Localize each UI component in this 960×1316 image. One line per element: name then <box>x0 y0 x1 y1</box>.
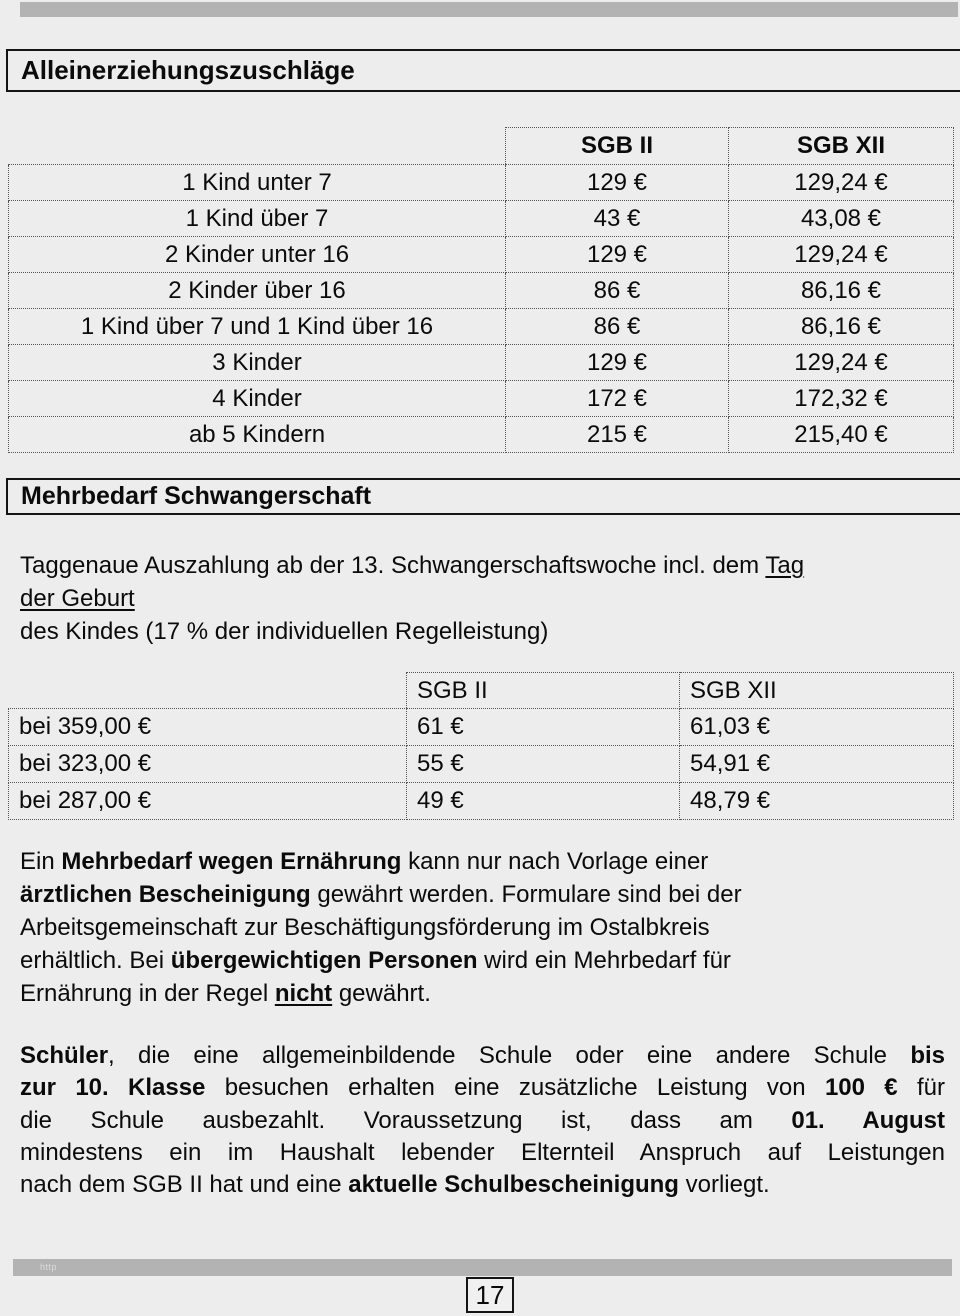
table-cell: 1 Kind unter 7 <box>9 165 506 201</box>
table-cell: 43 € <box>506 201 729 237</box>
table-cell: ab 5 Kindern <box>9 417 506 453</box>
allowance-table-body <box>9 165 954 453</box>
table-cell: 55 € <box>407 746 680 783</box>
header-bar <box>20 2 958 17</box>
corner-cell <box>9 673 407 709</box>
table-cell: 129 € <box>506 165 729 201</box>
pregnancy-table-body <box>9 709 954 820</box>
table-cell: 86 € <box>506 273 729 309</box>
table-cell: 54,91 € <box>680 746 954 783</box>
table-cell: 1 Kind über 7 und 1 Kind über 16 <box>9 309 506 345</box>
table-row <box>9 345 954 381</box>
table-cell: 3 Kinder <box>9 345 506 381</box>
table-cell: 129,24 € <box>729 237 954 273</box>
table-row <box>9 237 954 273</box>
table-cell: 129,24 € <box>729 345 954 381</box>
table-row <box>9 201 954 237</box>
table-row <box>9 783 954 820</box>
text-line: mindestens ein im Haushalt lebender Elternteil Anspruch auf Leistungen <box>20 1138 945 1166</box>
text-line: der Geburt <box>20 585 135 612</box>
table-cell: 172,32 € <box>729 381 954 417</box>
pregnancy-section-title: Mehrbedarf Schwangerschaft <box>21 482 372 510</box>
table-cell: bei 323,00 € <box>9 746 407 783</box>
table-cell: 215 € <box>506 417 729 453</box>
text-line: Ernährung in der Regel nicht gewährt. <box>20 980 431 1007</box>
col-header-sgb-ii: SGB II <box>407 673 680 709</box>
text-line: ärztlichen Bescheinigung gewährt werden. Formulare sind bei der <box>20 881 742 908</box>
footer-watermark: http <box>40 1262 58 1272</box>
col-header-sgb-xii: SGB XII <box>729 128 954 165</box>
table-cell: 215,40 € <box>729 417 954 453</box>
text-line: erhältlich. Bei übergewichtigen Personen wird ein Mehrbedarf für <box>20 947 731 974</box>
text-line: Ein Mehrbedarf wegen Ernährung kann nur nach Vorlage einer <box>20 848 709 875</box>
pregnancy-paragraph <box>20 549 945 648</box>
table-row <box>9 417 954 453</box>
pregnancy-section-box <box>6 478 960 515</box>
table-cell: bei 287,00 € <box>9 783 407 820</box>
table-cell: 61,03 € <box>680 709 954 746</box>
table-cell: 2 Kinder unter 16 <box>9 237 506 273</box>
table-row <box>9 381 954 417</box>
page-title-box <box>6 49 960 92</box>
table-row <box>9 709 954 746</box>
school-paragraph <box>20 1040 945 1201</box>
table-cell: 43,08 € <box>729 201 954 237</box>
table-cell: 49 € <box>407 783 680 820</box>
page-title: Alleinerziehungszuschläge <box>21 55 355 85</box>
table-cell: bei 359,00 € <box>9 709 407 746</box>
nutrition-paragraph <box>20 845 945 1010</box>
table-cell: 1 Kind über 7 <box>9 201 506 237</box>
table-cell: 2 Kinder über 16 <box>9 273 506 309</box>
table-header-row <box>9 673 954 709</box>
table-cell: 61 € <box>407 709 680 746</box>
text-line: nach dem SGB II hat und eine aktuelle Schulbescheinigung vorliegt. <box>20 1171 770 1199</box>
text-line: zur 10. Klasse besuchen erhalten eine zusätzliche Leistung von 100 € für <box>20 1074 945 1102</box>
col-header-sgb-ii: SGB II <box>506 128 729 165</box>
footer-bar <box>13 1259 952 1276</box>
table-cell: 86,16 € <box>729 273 954 309</box>
col-header-sgb-xii: SGB XII <box>680 673 954 709</box>
text-line: die Schule ausbezahlt. Voraussetzung ist, dass am 01. August <box>20 1106 945 1134</box>
page-number-box <box>466 1277 514 1313</box>
allowance-table <box>8 127 954 453</box>
table-cell: 129 € <box>506 345 729 381</box>
table-cell: 129,24 € <box>729 165 954 201</box>
page-number: 17 <box>475 1279 505 1310</box>
text-line: Arbeitsgemeinschaft zur Beschäftigungsförderung im Ostalbkreis <box>20 914 710 941</box>
table-cell: 48,79 € <box>680 783 954 820</box>
table-row <box>9 746 954 783</box>
table-cell: 86 € <box>506 309 729 345</box>
table-cell: 129 € <box>506 237 729 273</box>
text-line: des Kindes (17 % der individuellen Regelleistung) <box>20 618 549 645</box>
text-line: Taggenaue Auszahlung ab der 13. Schwangerschaftswoche incl. dem Tag <box>20 552 805 579</box>
table-cell: 172 € <box>506 381 729 417</box>
table-cell: 86,16 € <box>729 309 954 345</box>
table-row <box>9 273 954 309</box>
table-header-row <box>9 128 954 165</box>
text-line: Schüler, die eine allgemeinbildende Schule oder eine andere Schule bis <box>20 1042 945 1069</box>
corner-cell <box>9 128 506 165</box>
pregnancy-table <box>8 672 954 820</box>
table-row <box>9 165 954 201</box>
table-row <box>9 309 954 345</box>
table-cell: 4 Kinder <box>9 381 506 417</box>
